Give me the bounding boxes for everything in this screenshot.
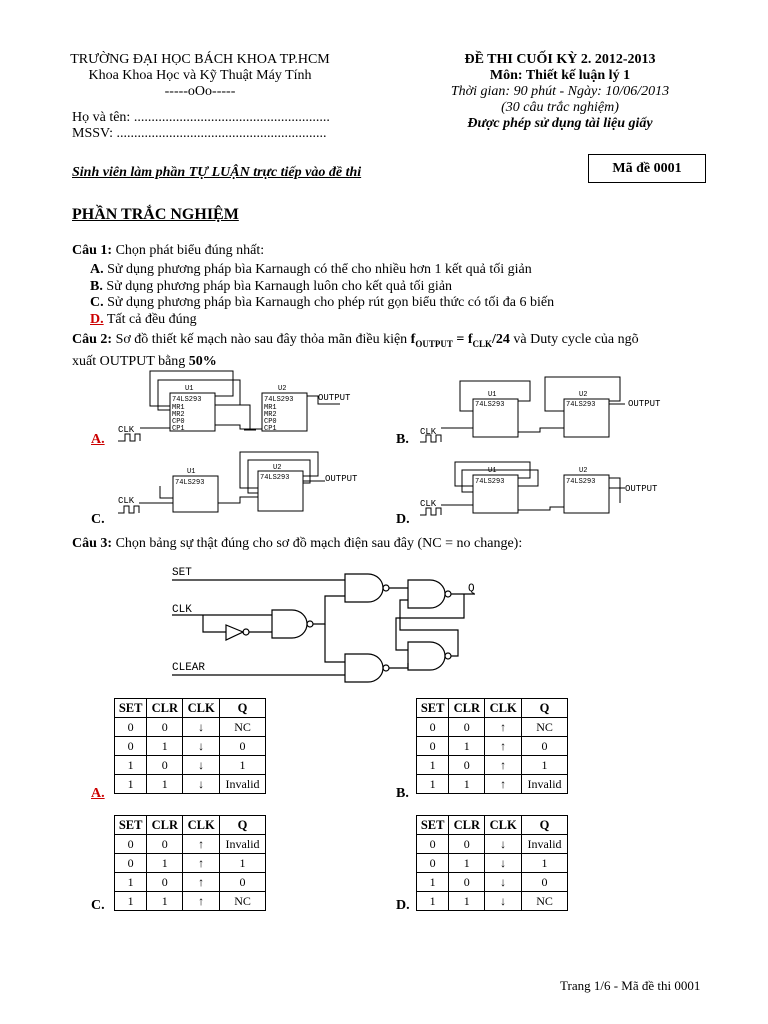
table-cell: 0 (147, 756, 183, 775)
table-cell: ↓ (183, 718, 220, 737)
truth-table-d (416, 815, 568, 911)
table-row (115, 854, 266, 873)
svg-text:U1: U1 (488, 467, 497, 475)
table-cell: Invalid (522, 835, 568, 854)
label-clear: CLEAR (172, 662, 206, 674)
table-header: Q (522, 699, 568, 718)
table-row (417, 718, 568, 737)
table-cell: ↑ (183, 873, 220, 892)
table-cell: ↑ (485, 756, 522, 775)
page-footer: Trang 1/6 - Mã đề thi 0001 (560, 978, 701, 993)
table-row (115, 756, 266, 775)
q2-option-c[interactable]: C. (91, 512, 105, 527)
table-cell: Invalid (522, 775, 568, 794)
q3-option-a[interactable]: A. (91, 786, 105, 801)
table-header: CLR (449, 699, 485, 718)
table-row (417, 775, 568, 794)
table-cell: ↑ (183, 854, 220, 873)
table-row (417, 854, 568, 873)
chip-d1: 74LS293 (475, 478, 505, 486)
table-cell: 1 (449, 854, 485, 873)
table-cell: 0 (417, 718, 449, 737)
q2-option-d[interactable]: D. (396, 512, 410, 527)
table-cell: 0 (115, 835, 147, 854)
table-cell: 1 (417, 756, 449, 775)
table-row (115, 835, 266, 854)
table-cell: 1 (147, 775, 183, 794)
chip-b1: 74LS293 (475, 401, 505, 409)
q2-option-a[interactable]: A. (91, 432, 105, 447)
table-row (417, 873, 568, 892)
table-cell: 0 (417, 737, 449, 756)
table-cell: 1 (522, 756, 568, 775)
instruction: Sinh viên làm phần TỰ LUẬN trực tiếp vào đề thi (72, 165, 362, 180)
clk-c: CLK (118, 496, 135, 506)
question-1-label: Câu 1: (72, 243, 113, 258)
svg-text:CP0: CP0 (172, 418, 185, 426)
table-cell: ↓ (485, 892, 522, 911)
subject: Môn: Thiết kế luận lý 1 (489, 68, 631, 83)
separator: -----oOo----- (164, 84, 236, 99)
q3-option-b[interactable]: B. (396, 786, 409, 801)
table-header: SET (417, 699, 449, 718)
table-cell: ↑ (485, 775, 522, 794)
table-cell: ↑ (485, 718, 522, 737)
truth-table-c (114, 815, 266, 911)
question-2: Câu 2: Sơ đồ thiết kế mạch nào sau đây thỏa mãn điều kiện $f_{OUTPUT} = f_{CLK}/24$ và Duty cycle của ngõ xuất OUTPUT bằng 50% (72, 332, 639, 369)
question-1-text: Chọn phát biểu đúng nhất: (115, 243, 265, 258)
exam-title: ĐỀ THI CUỐI KỲ 2. 2012-2013 (464, 52, 656, 67)
output-d: OUTPUT (625, 484, 658, 494)
table-header: CLK (485, 699, 522, 718)
table-cell: ↓ (183, 756, 220, 775)
table-cell: 0 (147, 718, 183, 737)
table-cell: 1 (220, 756, 266, 775)
table-header: CLR (147, 699, 183, 718)
table-row (417, 835, 568, 854)
table-header: CLR (147, 816, 183, 835)
table-header: SET (417, 816, 449, 835)
q3-option-c[interactable]: C. (91, 898, 105, 913)
table-cell: 0 (522, 737, 568, 756)
table-header: Q (220, 816, 266, 835)
table-cell: 1 (417, 775, 449, 794)
exam-time: Thời gian: 90 phút - Ngày: 10/06/2013 (450, 84, 670, 99)
svg-text:U1: U1 (488, 391, 497, 399)
diagram-a (118, 371, 340, 441)
svg-text:CP1: CP1 (264, 425, 277, 433)
table-cell: 1 (115, 873, 147, 892)
table-cell: 1 (147, 737, 183, 756)
table-cell: 0 (147, 873, 183, 892)
table-cell: 0 (449, 756, 485, 775)
table-row (417, 756, 568, 775)
table-cell: 0 (417, 835, 449, 854)
table-cell: 0 (449, 873, 485, 892)
svg-text:U1: U1 (187, 468, 196, 476)
table-cell: 0 (115, 737, 147, 756)
chip-d2: 74LS293 (566, 478, 596, 486)
table-cell: NC (220, 718, 266, 737)
svg-text:U2: U2 (579, 391, 588, 399)
clk-a: CLK (118, 425, 135, 435)
table-cell: ↓ (485, 873, 522, 892)
table-header: CLK (183, 816, 220, 835)
option-a[interactable]: A. Sử dụng phương pháp bìa Karnaugh có thể cho nhiều hơn 1 kết quả tối giản (90, 262, 532, 277)
table-header: CLR (449, 816, 485, 835)
table-cell: ↓ (183, 737, 220, 756)
diagram-d (420, 462, 625, 515)
table-row (115, 737, 266, 756)
diagram-c (118, 452, 325, 513)
option-b[interactable]: B. Sử dụng phương pháp bìa Karnaugh luôn cho kết quả tối giản (90, 278, 453, 294)
svg-text:CP1: CP1 (172, 425, 185, 433)
truth-table-a (114, 698, 266, 794)
table-cell: NC (522, 892, 568, 911)
table-row (115, 718, 266, 737)
svg-text:MR1: MR1 (264, 404, 277, 412)
label-set: SET (172, 567, 192, 579)
q2-option-b[interactable]: B. (396, 432, 409, 447)
table-row (417, 892, 568, 911)
table-row (115, 892, 266, 911)
label-q: Q (468, 583, 475, 595)
question-count: (30 câu trắc nghiệm) (501, 100, 619, 115)
table-cell: 0 (220, 873, 266, 892)
chip-c1: 74LS293 (175, 479, 205, 487)
table-cell: 0 (449, 835, 485, 854)
option-d[interactable]: D. Tất cả đều đúng (90, 311, 197, 327)
table-cell: ↑ (183, 835, 220, 854)
student-id-field: MSSV: ............................................................ (72, 126, 327, 141)
table-cell: 0 (417, 854, 449, 873)
table-cell: 1 (115, 775, 147, 794)
allowed-materials: Được phép sử dụng tài liệu giấy (467, 116, 653, 131)
table-header: CLK (183, 699, 220, 718)
table-cell: 1 (417, 873, 449, 892)
table-cell: NC (522, 718, 568, 737)
table-cell: 1 (220, 854, 266, 873)
table-cell: 1 (147, 854, 183, 873)
table-cell: 1 (449, 737, 485, 756)
table-cell: NC (220, 892, 266, 911)
table-cell: 1 (115, 892, 147, 911)
table-cell: 0 (115, 718, 147, 737)
chip-a1: 74LS293 (172, 396, 202, 404)
table-cell: ↓ (183, 775, 220, 794)
output-a: OUTPUT (318, 393, 351, 403)
table-header: SET (115, 816, 147, 835)
chip-b2: 74LS293 (566, 401, 596, 409)
table-cell: 0 (115, 854, 147, 873)
table-cell: ↑ (485, 737, 522, 756)
table-cell: 1 (115, 756, 147, 775)
table-cell: 1 (522, 854, 568, 873)
exam-code-box: Mã đề 0001 (588, 154, 706, 183)
table-header: SET (115, 699, 147, 718)
faculty-name: Khoa Khoa Học và Kỹ Thuật Máy Tính (88, 68, 312, 83)
clk-d: CLK (420, 499, 437, 509)
svg-text:U2: U2 (273, 464, 282, 472)
table-cell: ↑ (183, 892, 220, 911)
svg-text:U2: U2 (579, 467, 588, 475)
section-title: PHẦN TRẮC NGHIỆM (72, 206, 239, 223)
clk-b: CLK (420, 427, 437, 437)
table-cell: Invalid (220, 835, 266, 854)
table-cell: ↓ (485, 835, 522, 854)
label-u2-a: U2 (278, 385, 287, 393)
chip-c2: 74LS293 (260, 474, 290, 482)
name-field: Họ và tên: ........................................................ (72, 110, 330, 125)
table-cell: 1 (449, 775, 485, 794)
table-row (115, 873, 266, 892)
table-row (115, 775, 266, 794)
label-u1-a: U1 (185, 385, 194, 393)
table-cell: 1 (449, 892, 485, 911)
svg-text:MR2: MR2 (264, 411, 277, 419)
label-clk: CLK (172, 604, 192, 616)
gate-circuit (172, 574, 475, 682)
table-header: Q (522, 816, 568, 835)
table-header: CLK (485, 816, 522, 835)
svg-text:MR1: MR1 (172, 404, 185, 412)
table-cell: 0 (220, 737, 266, 756)
table-cell: 0 (522, 873, 568, 892)
table-cell: ↓ (485, 854, 522, 873)
table-cell: 0 (147, 835, 183, 854)
chip-a2: 74LS293 (264, 396, 294, 404)
truth-table-b (416, 698, 568, 794)
option-c[interactable]: C. Sử dụng phương pháp bìa Karnaugh cho phép rút gọn biểu thức có tối đa 6 biến (90, 295, 555, 310)
svg-text:CP0: CP0 (264, 418, 277, 426)
table-cell: 0 (449, 718, 485, 737)
svg-text:MR2: MR2 (172, 411, 185, 419)
university-name: TRƯỜNG ĐẠI HỌC BÁCH KHOA TP.HCM (70, 52, 330, 67)
output-c: OUTPUT (325, 474, 358, 484)
table-cell: 1 (417, 892, 449, 911)
table-row (417, 737, 568, 756)
diagram-b (420, 377, 625, 442)
table-cell: Invalid (220, 775, 266, 794)
output-b: OUTPUT (628, 399, 661, 409)
table-header: Q (220, 699, 266, 718)
q3-option-d[interactable]: D. (396, 898, 410, 913)
question-3: Câu 3: Chọn bảng sự thật đúng cho sơ đồ mạch điện sau đây (NC = no change): (72, 536, 523, 551)
table-cell: 1 (147, 892, 183, 911)
